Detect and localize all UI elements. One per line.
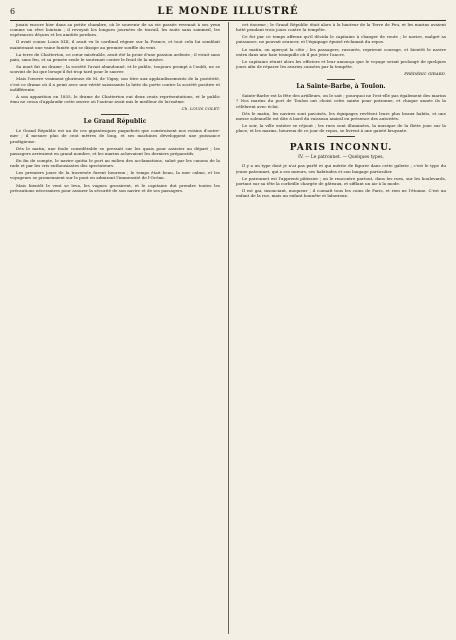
article-paragraph: Dès le matin, les navires sont pavoisés, les équipages revêtent leurs plus beaux habits, et une messe solennelle est dite à bord du vaisseau amiral en présence des autorités.: [236, 110, 446, 121]
intro-paragraph: Sa mort fut un drame ; la société l'avait abandonné, et le public, toujours prompt à l'oubli, ne se souvint de lui que lorsqu'il fut trop tard pour le sauver.: [10, 64, 220, 75]
article-paragraph: Le matin, on aperçut la côte ; les passagers, rassurés, reprirent courage, et bientôt le navire entra dans une baie tranquille où il put jeter l'ancre.: [236, 46, 446, 57]
intro-paragraph: Il avait connu Louis XIII, il avait vu le cardinal régner sur la France, et tout cela lui semblait maintenant une vaine fumée qui se dissipe au premier souffle du vent.: [10, 39, 220, 50]
section-title-grand-republic: Le Grand Républic: [83, 118, 147, 126]
article-paragraph: En fin de compte, le navire quitta le port au milieu des acclamations, salué par les canons de la rade et par les cris enthousiastes des spectateurs.: [10, 157, 220, 169]
intro-paragraph: À son apparition en 1835, le drame de Chatterton eut deux cents représentations, et le public ému ne cessa d'applaudir cette œuvre où l'auteur avait mis le meilleur de lui-même.: [10, 93, 220, 105]
left-column: [10, 22, 220, 634]
article-paragraph: Le patronnet est l'apprenti pâtissier ; on le rencontre partout, dans les rues, sur les boulevards, portant sur sa tête la corbeille chargée de gâteaux, et sifflant un air à la mode.: [236, 175, 446, 186]
intro-signature: Ch. LOUIS COLET.: [181, 106, 220, 112]
article-paragraph: Sainte-Barbe est la fête des artilleurs, on le sait ; pourquoi ne l'est-elle pas également des marins ? Nos marins du port de Toulon ont choisi cette sainte pour patronne, et chaque année ils la célèbrent avec éclat.: [236, 93, 446, 109]
intro-paragraph: La terre de Chatterton, ce cœur misérable, avait été la proie d'une passion ardente ; il vivait sans pain, sans feu, et sa pensée seule le soutenait contre le froid de la misère.: [10, 51, 220, 62]
article-paragraph: Il est gai, insouciant, moqueur ; il connaît tous les coins de Paris, et rien ne l'étonne. C'est un enfant de la rue, mais un enfant honnête et laborieux.: [236, 187, 446, 199]
page-number: 6: [10, 7, 16, 16]
article-paragraph: Le capitaine réunit alors les officiers et leur annonça que le voyage serait prolongé de quelques jours afin de réparer les avaries causées par la tempête.: [236, 58, 446, 70]
intro-paragraph: jusais encore hier dans sa petite chambre, où le souvenir de sa vie passée revenait à ses yeux comme un rêve lointain ; il revoyait les longues journées de travail, les nuits sans sommeil, les espérances déçues et les amitiés perdues.: [10, 22, 220, 38]
article-paragraph: Le soir, la ville entière se réjouit ; les rues sont illuminées, la musique de la flotte joue sur la place, et les marins, heureux de ce jour de repos, se livrent à une gaieté bruyante.: [236, 123, 446, 134]
intro-paragraph: Mais l'œuvre vraiment glorieuse de M. de Vigny, son titre aux applaudissements de la postérité, c'est ce drame où il a peint avec une vérité saisissante la lutte du poète contre la société positive et indifférente.: [10, 76, 220, 92]
article-paragraph: Il y a un type dont je n'ai pas parlé et qui mérite de figurer dans cette galerie ; c'est le type du jeune patronnet, qui a ses mœurs, ses habitudes et son langage particulier.: [236, 163, 446, 174]
article-paragraph: Les premiers jours de la traversée furent heureux ; le temps était beau, la mer calme, et les voyageurs se promenaient sur le pont en admirant l'immensité de l'Océan.: [10, 170, 220, 181]
section-title-paris-inconnu: PARIS INCONNU.: [289, 143, 393, 154]
article-paragraph: cet énorme ; le Grand Républic était alors à la hauteur de la Terre de Feu, et les marins avaient lutté pendant trois jours contre la tempête.: [236, 22, 446, 33]
article-signature: FRÉDÉRIC GIRARD.: [404, 71, 446, 77]
article-paragraph: Mais bientôt le vent se leva, les vagues grossirent, et le capitaine dut prendre toutes les précautions nécessaires pour assurer la sécurité de son navire et de ses passagers.: [10, 182, 220, 193]
text-columns: [10, 22, 446, 634]
article-paragraph: Dès le matin, une foule considérable se pressait sur les quais pour assister au départ ; les passagers arrivaient en grand nombre, et les marins achevaient les derniers préparatifs.: [10, 145, 220, 156]
section-divider: [327, 136, 355, 137]
journal-title: LE MONDE ILLUSTRÉ: [157, 6, 299, 17]
section-subtitle: IV. — Le patronnet. — Quelques types.: [298, 155, 384, 161]
section-title-sainte-barbe: La Sainte-Barbe, à Toulon.: [296, 83, 386, 91]
section-divider: [101, 114, 129, 115]
article-paragraph: Le Grand Républic est un de ces gigantesques paquebots que construisent nos voisins d'outre-mer ; il mesure plus de cent mètres de long, et ses machines développent une puissance prodigieuse.: [10, 128, 220, 144]
page-header: [10, 6, 446, 21]
right-column: [236, 22, 446, 634]
section-divider: [327, 79, 355, 80]
column-rule: [228, 22, 229, 634]
article-paragraph: Ce fut par ce temps affreux qu'il décida le capitaine à changer de route ; le navire, malgré sa puissance, ne pouvait avancer, et l'équipage épuisé réclamait du repos.: [236, 34, 446, 45]
